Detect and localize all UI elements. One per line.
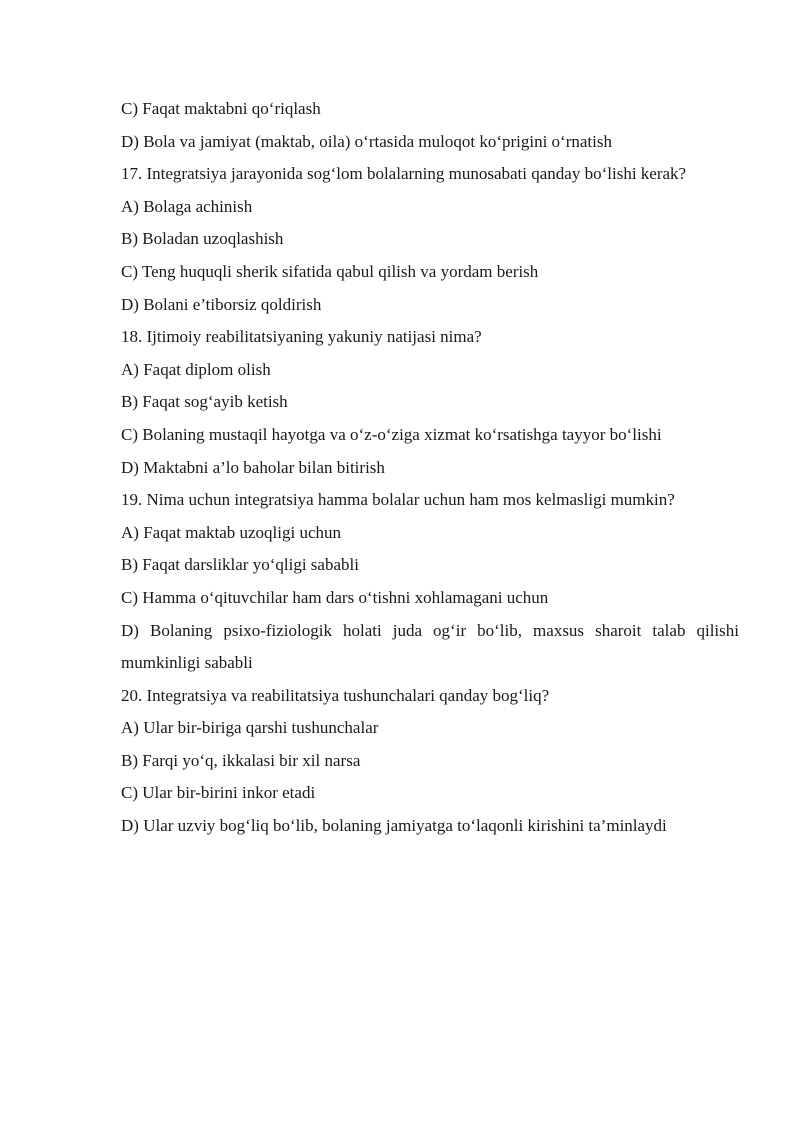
question-20: 20. Integratsiya va reabilitatsiya tushunchalari qanday bog‘liq?	[121, 685, 550, 705]
question-17: 17. Integratsiya jarayonida sog‘lom bolalarning munosabati qanday bo‘lishi kerak?	[121, 164, 687, 184]
option-16d: D) Bola va jamiyat (maktab, oila) o‘rtasida muloqot ko‘prigini o‘rnatish	[121, 131, 612, 151]
option-19a: A) Faqat maktab uzoqligi uchun	[121, 522, 342, 542]
option-20c: C) Ular bir-birini inkor etadi	[121, 783, 316, 803]
option-18b: B) Faqat sog‘ayib ketish	[121, 392, 288, 412]
option-19d: D) Bolaning psixo-fiziologik holati juda og‘ir bo‘lib, maxsus sharoit talab qilishi mumkinligi sababli	[121, 620, 739, 673]
option-18c: C) Bolaning mustaqil hayotga va o‘z-o‘ziga xizmat ko‘rsatishga tayyor bo‘lishi	[121, 424, 662, 444]
option-18a: A) Faqat diplom olish	[121, 359, 271, 379]
question-18: 18. Ijtimoiy reabilitatsiyaning yakuniy natijasi nima?	[121, 327, 482, 347]
option-17d: D) Bolani e’tiborsiz qoldirish	[121, 294, 322, 314]
option-17b: B) Boladan uzoqlashish	[121, 229, 284, 249]
option-17c: C) Teng huquqli sherik sifatida qabul qilish va yordam berish	[121, 261, 539, 281]
option-17a: A) Bolaga achinish	[121, 196, 253, 216]
option-20b: B) Farqi yo‘q, ikkalasi bir xil narsa	[121, 750, 361, 770]
option-19c: C) Hamma o‘qituvchilar ham dars o‘tishni xohlamagani uchun	[121, 587, 549, 607]
option-20a: A) Ular bir-biriga qarshi tushunchalar	[121, 718, 379, 738]
option-20d: D) Ular uzviy bog‘liq bo‘lib, bolaning jamiyatga to‘laqonli kirishini ta’minlaydi	[121, 816, 667, 836]
option-18d: D) Maktabni a’lo baholar bilan bitirish	[121, 457, 385, 477]
question-19: 19. Nima uchun integratsiya hamma bolalar uchun ham mos kelmasligi mumkin?	[121, 490, 675, 510]
option-19b: B) Faqat darsliklar yo‘qligi sababli	[121, 555, 359, 575]
option-16c: C) Faqat maktabni qo‘riqlash	[121, 99, 321, 118]
document-body	[121, 93, 739, 843]
